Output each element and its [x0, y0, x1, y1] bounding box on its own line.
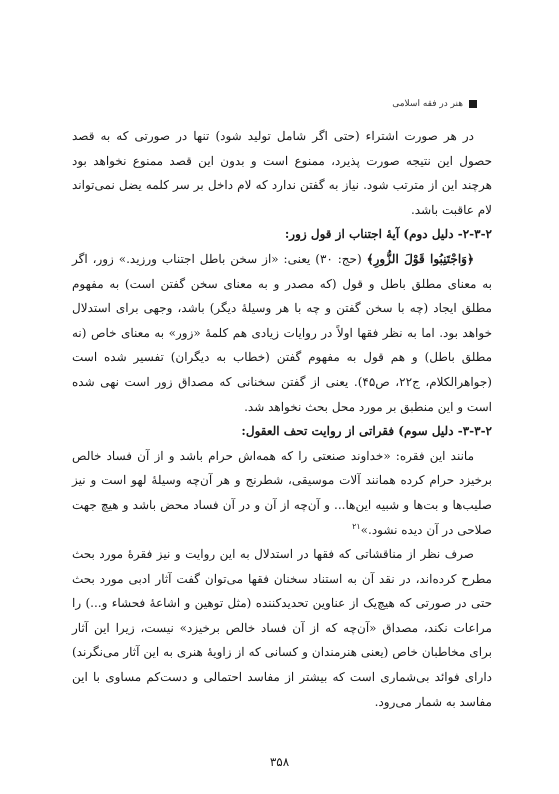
- paragraph-text: مانند این فقره: «خداوند صنعتی را که همه‌اش حرام باشد و از آن فساد خالص برخیزد حرام کرده همانند آلات موسیقی، شطرنج و هر آن‌چه وسیلهٔ لهو است و نیز صلیب‌ها و بت‌ها و شبیه این‌ها... و آن‌چه از آن و در آن فساد محض باشد و هیچ جهت صلاحی در آن دیده نشود.»: [72, 448, 492, 537]
- paragraph: صرف نظر از مناقشاتی که فقها در استدلال به این روایت و نیز فقرهٔ مورد بحث مطرح کرده‌اند، در نقد آن به استناد سخنان فقها می‌توان گفت آثار ادبی مورد بحث حتی در صورتی که هیچ‌یک از عناوین تحدیدکننده (مثل توهین و اشاعهٔ فحشاء و...) را مراعات نکند، مصداق «آن‌چه که از آن فساد خالص برخیزد» نیست، زیرا این آثار برای مخاطبان خاص (یعنی هنرمندان و کسانی که از زاویهٔ هنری به این آثار می‌نگرند) دارای فوائد بی‌شماری است که بیشتر از مفاسد احتمالی و دست‌کم مساوی با این مفاسد به شمار می‌رود.: [72, 547, 492, 709]
- body-text: [72, 124, 492, 714]
- header-square-icon: [469, 100, 477, 108]
- paragraph-text: (حج: ۳۰) یعنی: «از سخن باطل اجتناب ورزید.» زور، اگر به معنای مطلق باطل و قول (که مصدر و به معنای سخن گفتن است) به مفهوم مطلق ایجاد (چه با سخن گفتن و چه با هر وسیلهٔ دیگر) باشد، وجهی برای استدلال خواهد بود. اما به نظر فقها اولاً در روایات زیادی هم کلمهٔ «زور» به معنای خاص (نه مطلق باطل) و هم قول به مفهوم گفتن (خطاب به دیگران) تفسیر شده است (جواهرالکلام، ج۲۲، ص۴۵). یعنی از گفتن سخنانی که مصداق زور است نهی شده است و این منطبق بر مورد محل بحث نخواهد شد.: [72, 251, 492, 414]
- paragraph: [72, 444, 492, 542]
- running-head-title: هنر در فقه اسلامی: [392, 99, 463, 109]
- section-heading: ۳-۳-۲- دلیل سوم) فقراتی از روایت تحف العقول:: [241, 424, 492, 439]
- page-number: ۳۵۸: [269, 755, 290, 769]
- section-heading: ۲-۳-۲- دلیل دوم) آیهٔ اجتناب از قول زور:: [284, 227, 492, 242]
- running-header: [60, 98, 463, 112]
- paragraph: در هر صورت اشتراء (حتی اگر شامل تولید شود) تنها در صورتی که به قصد حصول این نتیجه صورت پذیرد، ممنوع است و بدون این قصد ممنوع نخواهد بود هرچند این از مترتب شود. نیاز به گفتن ندارد که لام داخل بر سر کلمه یضل نمی‌تواند لام عاقبت باشد.: [72, 129, 492, 217]
- paragraph: [72, 247, 492, 419]
- quran-verse: ﴿وَاجْتَنِبُوا قَوْلَ الزُّورِ﴾: [366, 251, 474, 266]
- footnote-reference[interactable]: ۲۱: [352, 521, 361, 531]
